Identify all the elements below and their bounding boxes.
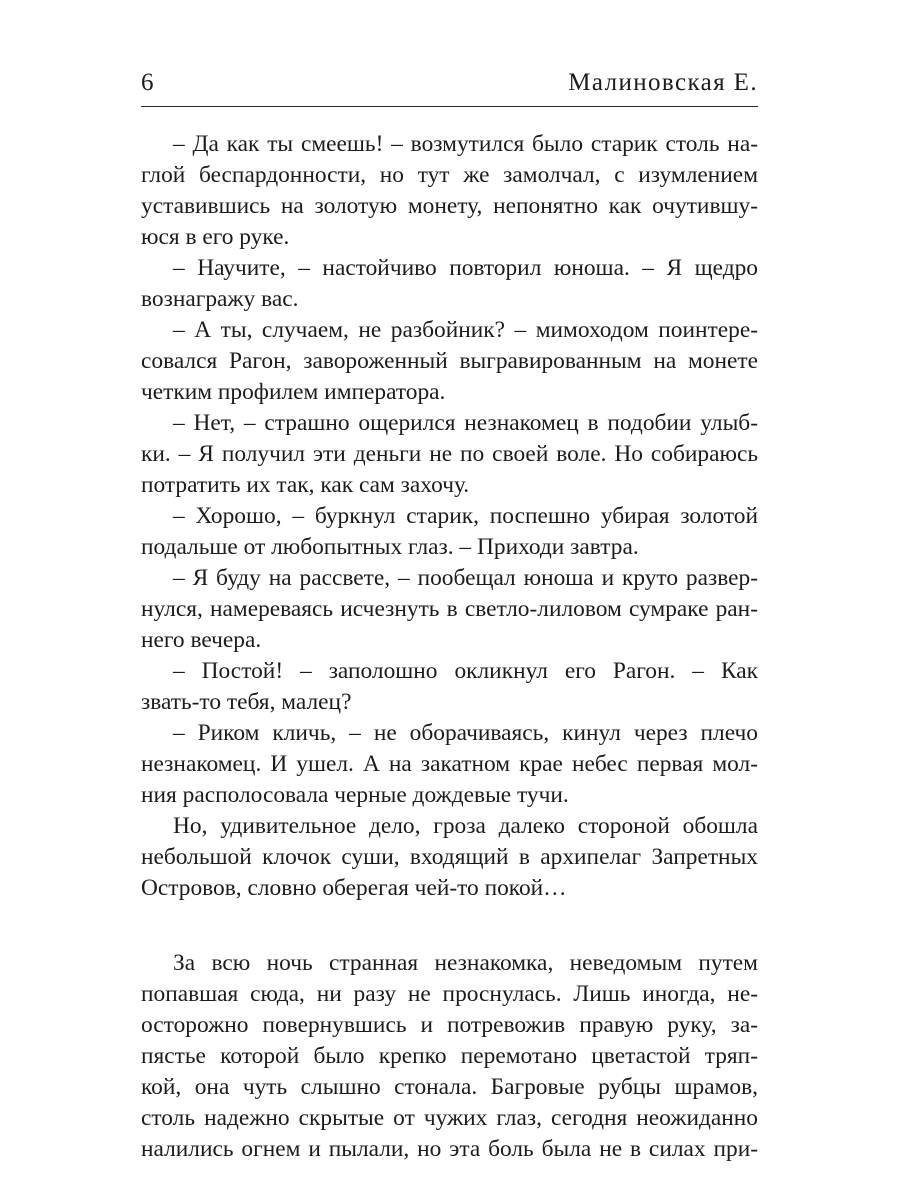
- body-text: [141, 129, 758, 1165]
- section-break: [141, 904, 758, 948]
- text-line: кой, она чуть слышно стонала. Багровые рубцы шрамов,: [141, 1074, 758, 1100]
- paragraph: [141, 501, 758, 563]
- text-line: подальше от любопытных глаз. – Приходи завтра.: [141, 534, 639, 560]
- text-line: налились огнем и пылали, но эта боль была не в силах при-: [141, 1136, 758, 1162]
- text-line: За всю ночь странная незнакомка, неведомым путем: [173, 950, 758, 976]
- text-line: попавшая сюда, ни разу не проснулась. Лишь иногда, не-: [141, 981, 758, 1007]
- running-head: [141, 66, 758, 100]
- text-line: потратить их так, как сам захочу.: [141, 472, 470, 498]
- paragraph: [141, 656, 758, 718]
- text-line: – Риком кличь, – не оборачиваясь, кинул через плечо: [173, 720, 758, 746]
- paragraph: [141, 718, 758, 811]
- text-line: – Да как ты смеешь! – возмутился было старик столь на-: [173, 131, 758, 157]
- text-line: – Нет, – страшно ощерился незнакомец в подобии улыб-: [173, 410, 758, 436]
- text-line: небольшой клочок суши, входящий в архипелаг Запретных: [141, 844, 758, 870]
- paragraph: [141, 948, 758, 1165]
- paragraph: [141, 253, 758, 315]
- text-line: уставившись на золотую монету, непонятно как очутившу-: [141, 193, 758, 219]
- text-line: столь надежно скрытые от чужих глаз, сегодня неожиданно: [141, 1105, 758, 1131]
- text-line: – Постой! – заполошно окликнул его Рагон. – Как: [173, 658, 758, 684]
- text-line: юся в его руке.: [141, 224, 290, 250]
- text-line: ки. – Я получил эти деньги не по своей воле. Но собираюсь: [141, 441, 758, 467]
- header-rule: [141, 106, 758, 107]
- text-line: нулся, намереваясь исчезнуть в светло-лиловом сумраке ран-: [141, 596, 758, 622]
- text-line: – А ты, случаем, не разбойник? – мимоходом поинтере-: [173, 317, 758, 343]
- text-line: Но, удивительное дело, гроза далеко стороной обошла: [173, 813, 758, 839]
- paragraph: [141, 563, 758, 656]
- paragraph: [141, 129, 758, 253]
- paragraph: [141, 315, 758, 408]
- page-number: 6: [141, 69, 154, 96]
- paragraph: [141, 408, 758, 501]
- text-line: – Хорошо, – буркнул старик, поспешно убирая золотой: [173, 503, 758, 529]
- text-line: вознагражу вас.: [141, 286, 299, 312]
- text-line: четким профилем императора.: [141, 379, 446, 405]
- text-line: совался Рагон, завороженный выгравированным на монете: [141, 348, 758, 374]
- text-line: звать-то тебя, малец?: [141, 689, 352, 715]
- text-line: ния располосовала черные дождевые тучи.: [141, 782, 569, 808]
- text-line: – Научите, – настойчиво повторил юноша. – Я щедро: [173, 255, 758, 281]
- text-line: Островов, словно оберегая чей-то покой…: [141, 875, 567, 901]
- paragraph: [141, 811, 758, 904]
- text-line: него вечера.: [141, 627, 262, 653]
- text-line: глой беспардонности, но тут же замолчал, с изумлением: [141, 162, 758, 188]
- text-line: пястье которой было крепко перемотано цветастой тряп-: [141, 1043, 758, 1069]
- text-line: – Я буду на рассвете, – пообещал юноша и круто развер-: [173, 565, 758, 591]
- author-name: Малиновская Е.: [568, 69, 758, 96]
- text-line: незнакомец. И ушел. А на закатном крае небес первая мол-: [141, 751, 758, 777]
- text-line: осторожно повернувшись и потревожив правую руку, за-: [141, 1012, 758, 1038]
